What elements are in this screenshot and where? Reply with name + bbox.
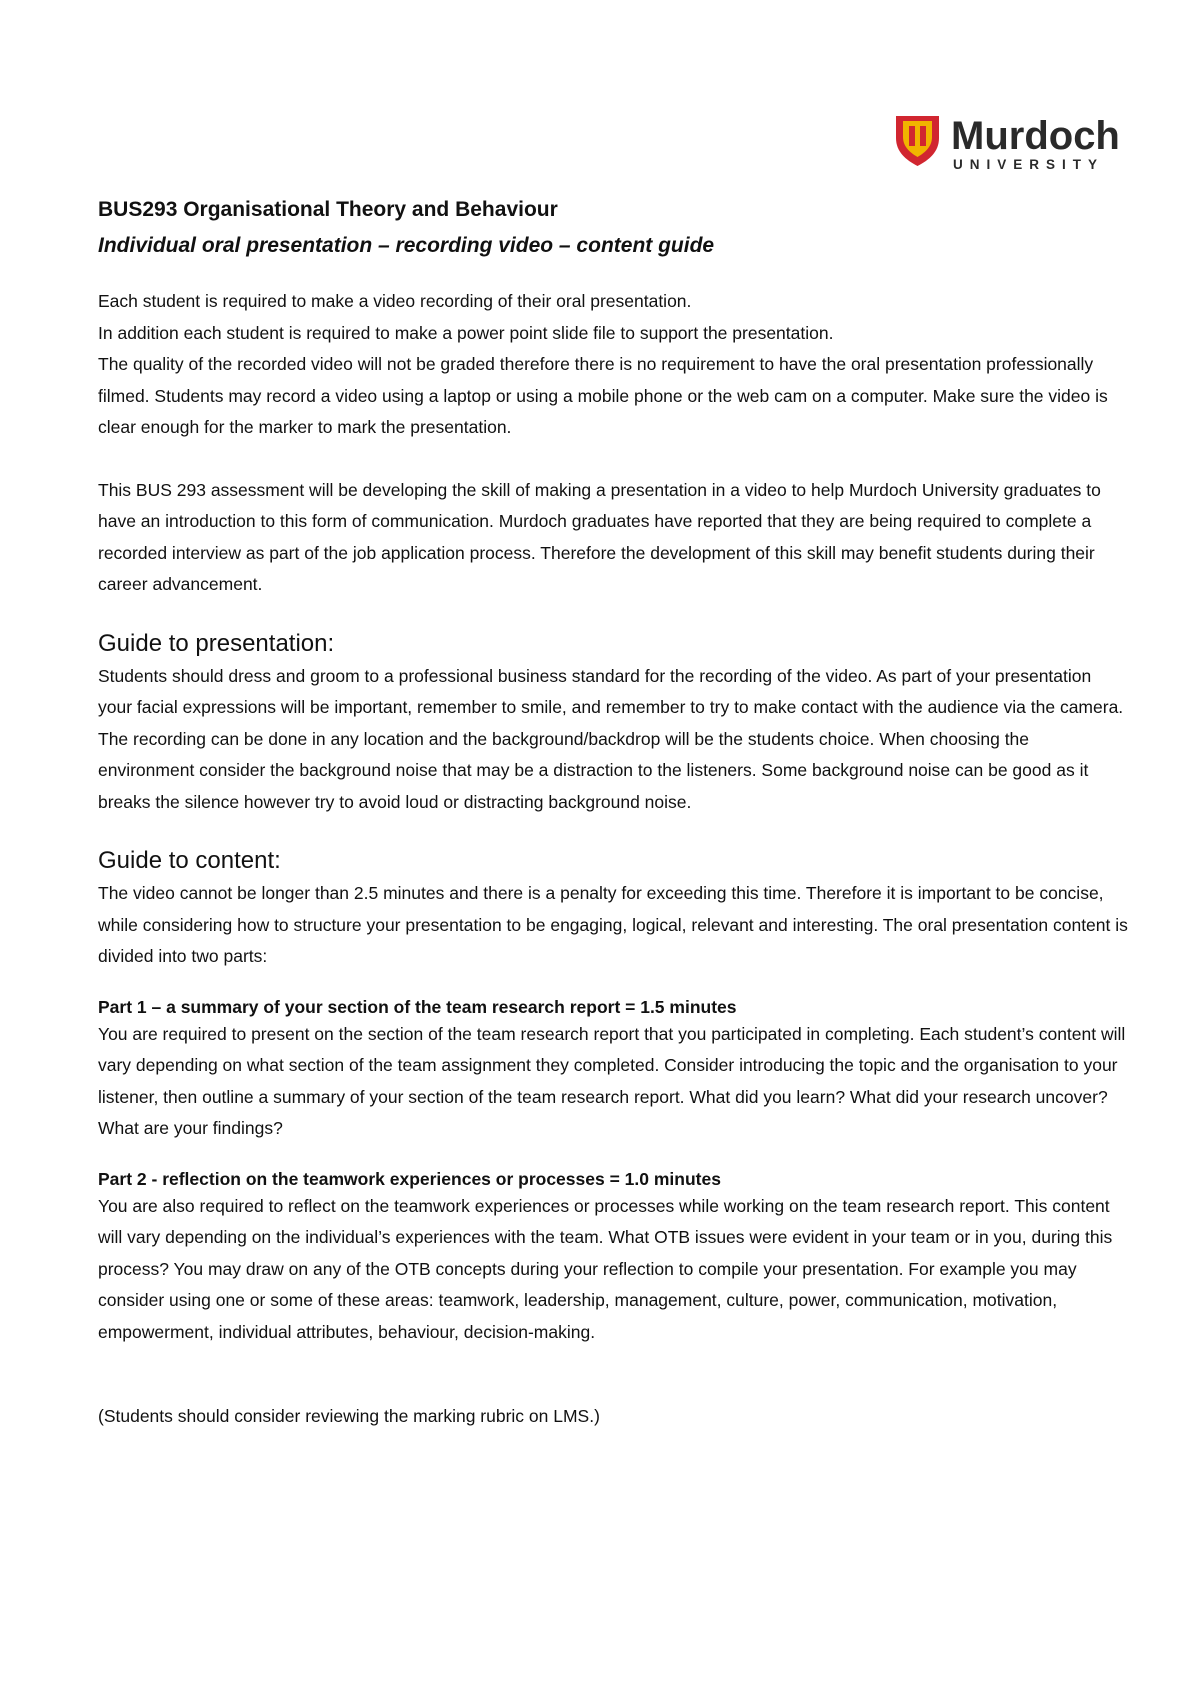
intro-paragraph bbox=[98, 286, 1128, 444]
guide-presentation-body bbox=[98, 661, 1128, 819]
part2-body: You are also required to reflect on the teamwork experiences or processes while working on the team research report. This content will vary depending on the individual’s experiences with the team. What OTB issues were evident in your team or in you, during this process? You may draw on any of the OTB concepts during your reflection to compile your presentation. For example you may consider using one or some of these areas: teamwork, leadership, management, culture, power, communication, motivation, empowerment, individual attributes, behaviour, decision-making. bbox=[98, 1195, 1113, 1342]
intro-line: Each student is required to make a video recording of their oral presentation. bbox=[98, 291, 692, 311]
guide-presentation-heading: Guide to presentation: bbox=[98, 629, 335, 657]
course-title: BUS293 Organisational Theory and Behaviour bbox=[98, 198, 558, 221]
murdoch-crest-icon bbox=[893, 112, 1133, 174]
murdoch-university-logo bbox=[893, 112, 1133, 174]
intro-line: In addition each student is required to make a power point slide file to support the presentation. bbox=[98, 322, 834, 343]
logo-subtitle: UNIVERSITY bbox=[953, 157, 1105, 172]
part1-heading: Part 1 – a summary of your section of the team research report = 1.5 minutes bbox=[98, 996, 737, 1017]
part2-heading: Part 2 - reflection on the teamwork experiences or processes = 1.0 minutes bbox=[98, 1168, 721, 1189]
document-subtitle: Individual oral presentation – recording video – content guide bbox=[98, 234, 715, 257]
intro-line: The quality of the recorded video will not be graded therefore there is no requirement to have the oral presentation professionally filmed. Students may record a video using a laptop or using a mobile phone or the web cam on a computer. Make sure the video is clear enough for the marker to mark the presentation. bbox=[98, 354, 1108, 437]
guide-presentation-paragraph: Students should dress and groom to a professional business standard for the recording of the video. As part of your presentation your facial expressions will be important, remember to smile, and remember to try to make contact with the audience via the camera. bbox=[98, 665, 1124, 717]
guide-content-heading: Guide to content: bbox=[98, 847, 281, 874]
footnote: (Students should consider reviewing the marking rubric on LMS.) bbox=[98, 1406, 600, 1426]
guide-content-intro: The video cannot be longer than 2.5 minutes and there is a penalty for exceeding this time. Therefore it is important to be concise, while considering how to structure your presentation to be engaging, logical, relevant and interesting. The oral presentation content is divided into two parts: bbox=[98, 883, 1128, 966]
document-body bbox=[98, 192, 1128, 1433]
purpose-paragraph: This BUS 293 assessment will be developing the skill of making a presentation in a video to help Murdoch University graduates to have an introduction to this form of communication. Murdoch graduates have reported that they are being required to complete a recorded interview as part of the job application process. Therefore the development of this skill may benefit students during their career advancement. bbox=[98, 479, 1101, 594]
logo-wordmark: Murdoch bbox=[951, 114, 1120, 158]
part1-body: You are required to present on the section of the team research report that you participated in completing. Each student’s content will vary depending on what section of the team assignment they completed. Consider introducing the topic and the organisation to your listener, then outline a summary of your section of the team research report. What did you learn? What did your research uncover? What are your findings? bbox=[98, 1023, 1126, 1138]
guide-presentation-paragraph: The recording can be done in any location and the background/backdrop will be the students choice. When choosing the environment consider the background noise that may be a distraction to the listeners. Some background noise can be good as it breaks the silence however try to avoid loud or distracting background noise. bbox=[98, 728, 1089, 812]
